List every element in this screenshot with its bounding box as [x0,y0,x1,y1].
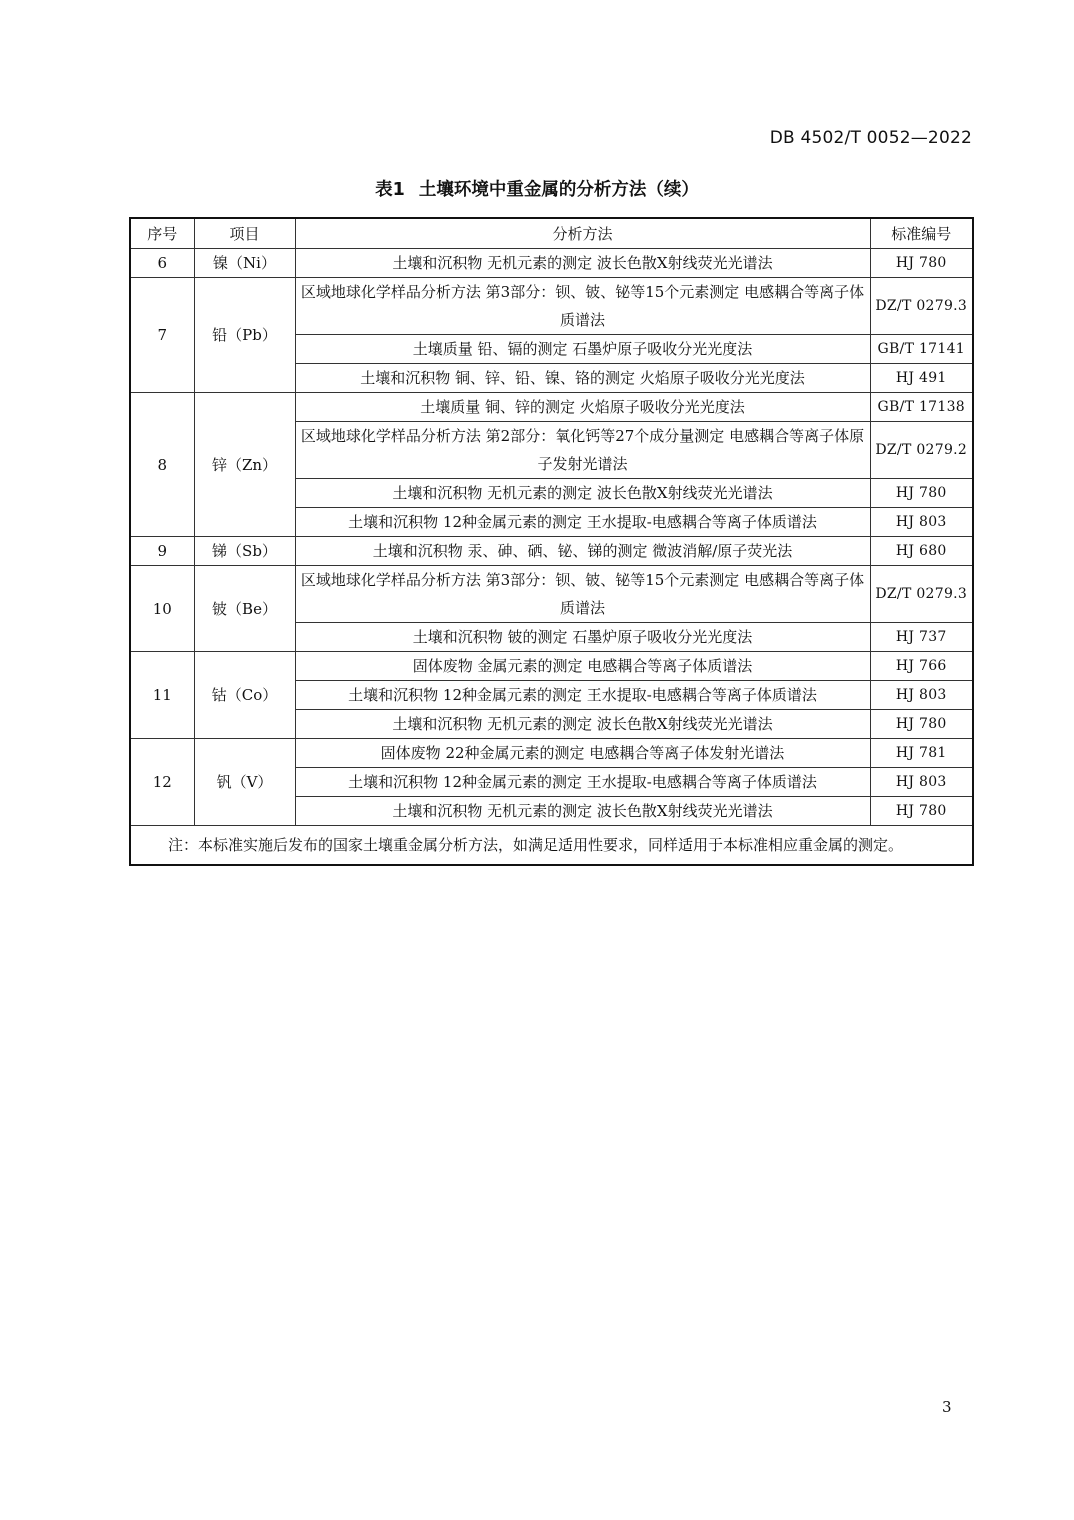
cell-method: 土壤和沉积物 12种金属元素的测定 王水提取-电感耦合等离子体质谱法 [295,681,870,710]
cell-standard: HJ 780 [870,797,973,826]
page-number: 3 [942,1398,952,1416]
standards-table [129,217,974,866]
table-row [130,537,973,566]
cell-item: 锌（Zn） [194,393,295,537]
cell-method: 土壤和沉积物 汞、砷、硒、铋、锑的测定 微波消解/原子荧光法 [295,537,870,566]
cell-item: 镍（Ni） [194,249,295,278]
cell-method: 区域地球化学样品分析方法 第3部分：钡、铍、铋等15个元素测定 电感耦合等离子体质谱法 [295,278,870,335]
cell-seq: 12 [130,739,194,826]
cell-method: 土壤质量 铅、镉的测定 石墨炉原子吸收分光光度法 [295,335,870,364]
cell-item: 锑（Sb） [194,537,295,566]
cell-standard: HJ 780 [870,479,973,508]
cell-method: 土壤和沉积物 无机元素的测定 波长色散X射线荧光光谱法 [295,797,870,826]
table-row [130,566,973,623]
cell-method: 土壤和沉积物 铜、锌、铅、镍、铬的测定 火焰原子吸收分光光度法 [295,364,870,393]
table-body [130,249,973,826]
cell-seq: 11 [130,652,194,739]
cell-item: 铅（Pb） [194,278,295,393]
table-row [130,652,973,681]
cell-item: 钒（V） [194,739,295,826]
cell-method: 区域地球化学样品分析方法 第2部分：氧化钙等27个成分量测定 电感耦合等离子体原子发射光谱法 [295,422,870,479]
cell-standard: HJ 803 [870,681,973,710]
cell-method: 土壤和沉积物 铍的测定 石墨炉原子吸收分光光度法 [295,623,870,652]
table-header-row [130,218,973,249]
table-title-number: 表1 [375,180,405,200]
cell-standard: DZ/T 0279.2 [870,422,973,479]
table-title [0,176,1074,201]
cell-method: 土壤和沉积物 无机元素的测定 波长色散X射线荧光光谱法 [295,479,870,508]
cell-standard: HJ 803 [870,768,973,797]
cell-standard: HJ 781 [870,739,973,768]
cell-standard: HJ 803 [870,508,973,537]
cell-method: 土壤和沉积物 无机元素的测定 波长色散X射线荧光光谱法 [295,710,870,739]
column-header-standard: 标准编号 [870,218,973,249]
document-code: DB 4502/T 0052—2022 [769,128,972,148]
column-header-method: 分析方法 [295,218,870,249]
cell-method: 固体废物 金属元素的测定 电感耦合等离子体质谱法 [295,652,870,681]
cell-method: 土壤和沉积物 12种金属元素的测定 王水提取-电感耦合等离子体质谱法 [295,768,870,797]
cell-method: 土壤质量 铜、锌的测定 火焰原子吸收分光光度法 [295,393,870,422]
cell-method: 固体废物 22种金属元素的测定 电感耦合等离子体发射光谱法 [295,739,870,768]
table-title-text: 土壤环境中重金属的分析方法（续） [418,180,699,200]
table-note-row [130,826,973,866]
table-row [130,739,973,768]
cell-seq: 8 [130,393,194,537]
cell-seq: 9 [130,537,194,566]
table-row [130,278,973,335]
cell-standard: HJ 766 [870,652,973,681]
cell-standard: DZ/T 0279.3 [870,566,973,623]
cell-item: 钴（Co） [194,652,295,739]
cell-method: 区域地球化学样品分析方法 第3部分：钡、铍、铋等15个元素测定 电感耦合等离子体质谱法 [295,566,870,623]
column-header-item: 项目 [194,218,295,249]
cell-seq: 7 [130,278,194,393]
cell-standard: GB/T 17138 [870,393,973,422]
cell-seq: 10 [130,566,194,652]
cell-item: 铍（Be） [194,566,295,652]
table-note: 注：本标准实施后发布的国家土壤重金属分析方法，如满足适用性要求，同样适用于本标准相应重金属的测定。 [130,826,973,866]
cell-standard: HJ 680 [870,537,973,566]
cell-seq: 6 [130,249,194,278]
cell-standard: HJ 491 [870,364,973,393]
cell-method: 土壤和沉积物 12种金属元素的测定 王水提取-电感耦合等离子体质谱法 [295,508,870,537]
cell-method: 土壤和沉积物 无机元素的测定 波长色散X射线荧光光谱法 [295,249,870,278]
cell-standard: HJ 737 [870,623,973,652]
table-row [130,249,973,278]
table-row [130,393,973,422]
cell-standard: HJ 780 [870,249,973,278]
cell-standard: HJ 780 [870,710,973,739]
cell-standard: GB/T 17141 [870,335,973,364]
cell-standard: DZ/T 0279.3 [870,278,973,335]
column-header-seq: 序号 [130,218,194,249]
